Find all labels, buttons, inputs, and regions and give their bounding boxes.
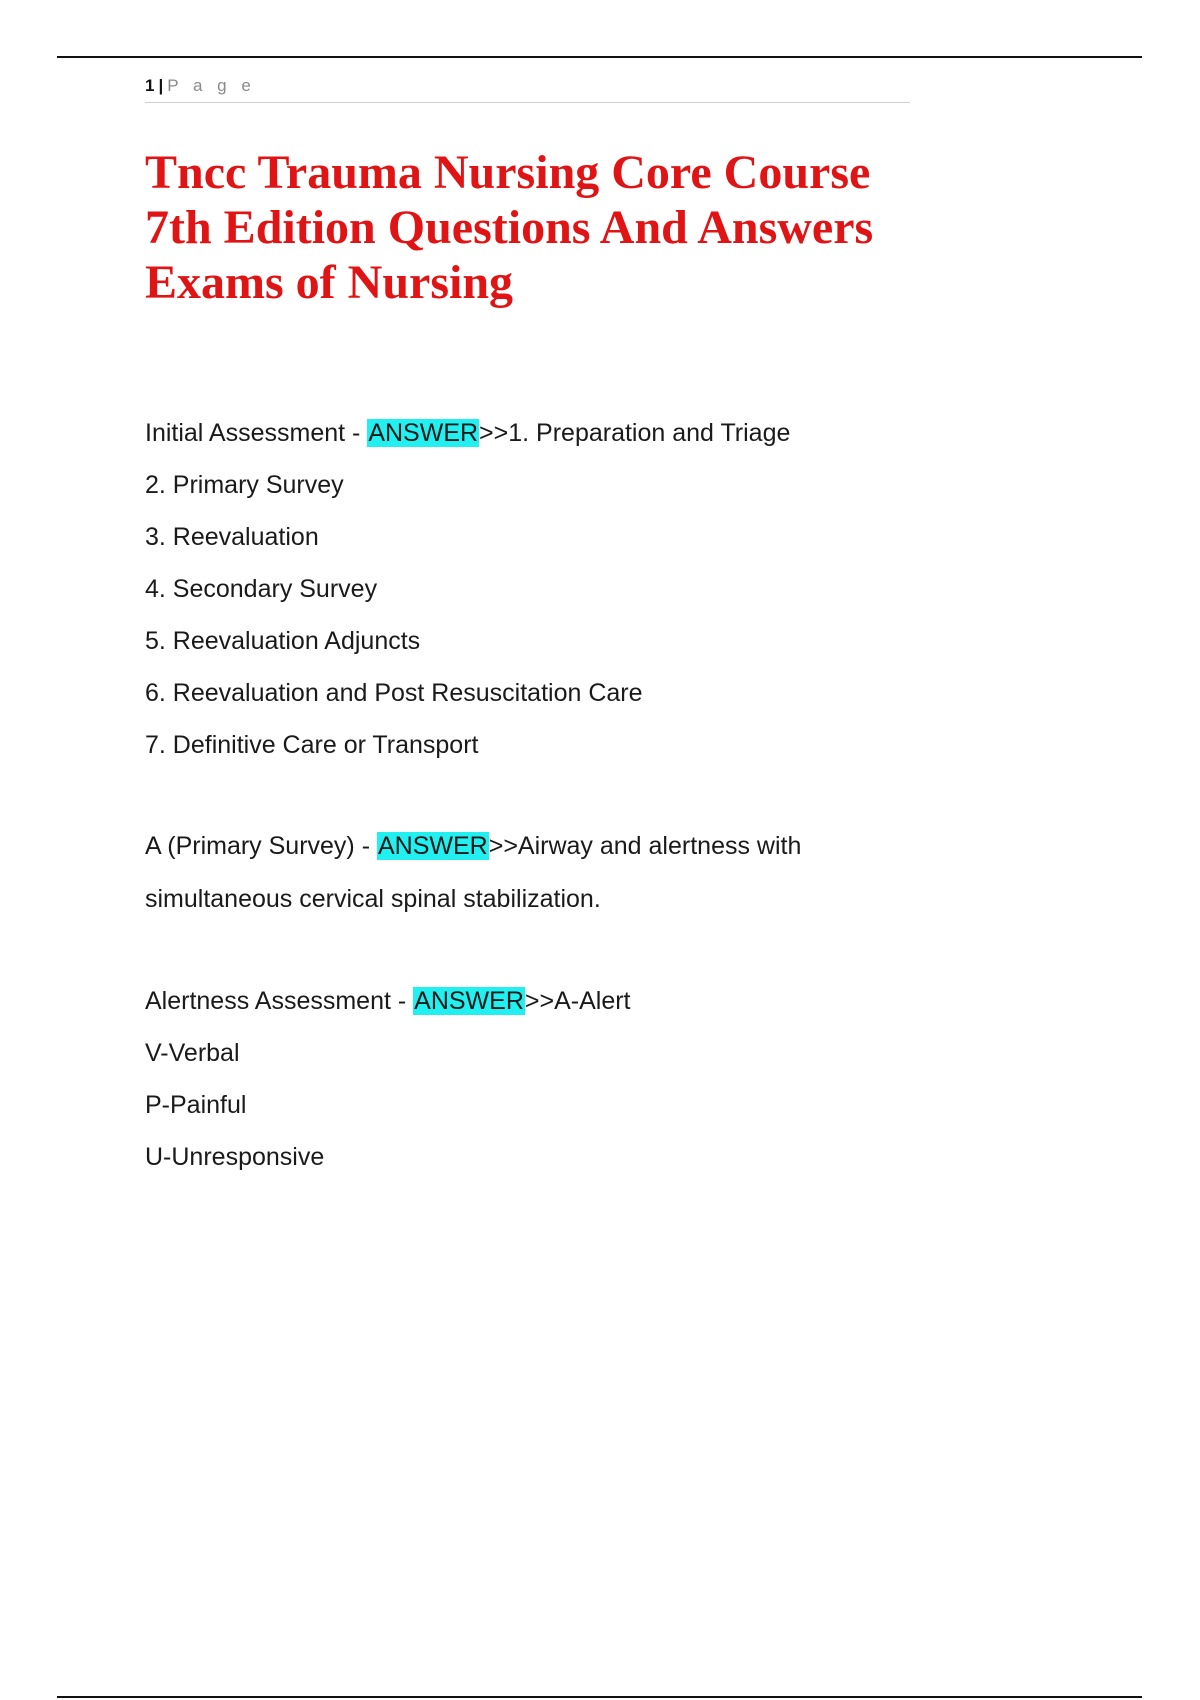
bottom-rule (57, 1696, 1142, 1698)
answer-line: V-Verbal (145, 1039, 240, 1067)
answer-line: 5. Reevaluation Adjuncts (145, 627, 421, 655)
page-label: P a g e (167, 76, 256, 95)
answer-label: ANSWER (377, 832, 488, 860)
answer-text: >>A-Alert (524, 987, 631, 1015)
answer-line: P-Painful (145, 1091, 247, 1119)
document-title: Tncc Trauma Nursing Core Course 7th Edition Questions And Answers Exams of Nursing (145, 146, 874, 309)
question-text: Initial Assessment - (145, 419, 368, 447)
page-separator: | (158, 76, 164, 95)
answer-text: >>Airway and alertness with (488, 832, 802, 860)
question-text: A (Primary Survey) - (145, 832, 377, 860)
answer-line: simultaneous cervical spinal stabilization. (145, 885, 601, 913)
answer-label: ANSWER (414, 987, 524, 1015)
question-text: Alertness Assessment - (145, 987, 414, 1015)
answer-line: 6. Reevaluation and Post Resuscitation Care (145, 679, 643, 707)
answer-label: ANSWER (368, 419, 479, 447)
page-number: 1 (145, 76, 155, 95)
answer-text: >>1. Preparation and Triage (479, 419, 791, 447)
qa-line (145, 985, 631, 1017)
qa-line (145, 830, 801, 862)
top-rule (57, 56, 1142, 58)
answer-line: 4. Secondary Survey (145, 575, 378, 603)
answer-line: 2. Primary Survey (145, 471, 344, 499)
answer-line: 7. Definitive Care or Transport (145, 731, 479, 759)
page-header (145, 74, 910, 103)
answer-line: U-Unresponsive (145, 1143, 325, 1171)
answer-line: 3. Reevaluation (145, 523, 319, 551)
qa-line (145, 417, 790, 449)
